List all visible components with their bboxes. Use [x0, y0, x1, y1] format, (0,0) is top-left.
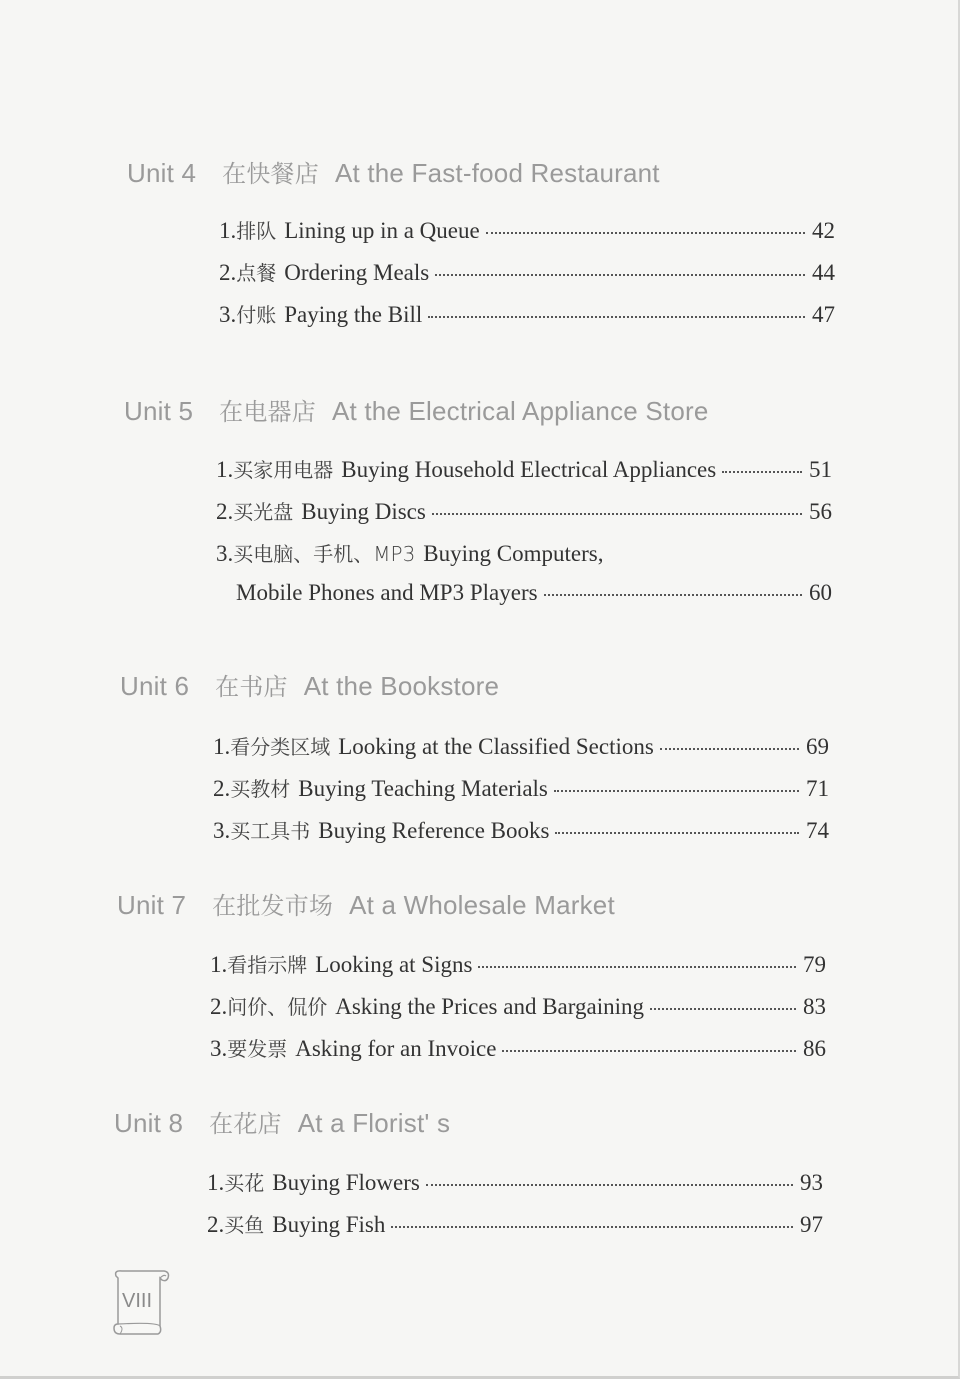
- dot-leader: [432, 513, 802, 515]
- toc-entry[interactable]: 3. 付账 Paying the Bill 47: [219, 302, 835, 327]
- toc-entry[interactable]: 3. 买电脑、手机、MP3 Buying Computers,: [216, 541, 604, 566]
- unit-label: Unit 6: [120, 671, 190, 701]
- unit-title-cn: 在书店: [215, 673, 288, 701]
- dot-leader: [555, 832, 799, 834]
- dot-leader: [435, 274, 805, 276]
- unit-label: Unit 5: [124, 396, 194, 426]
- dot-leader: [502, 1050, 796, 1052]
- unit-8-heading: [114, 1104, 450, 1139]
- page-number: 60: [809, 580, 832, 605]
- unit-title-cn: 在快餐店: [222, 160, 319, 188]
- toc-entry[interactable]: 1. 买花 Buying Flowers 93: [207, 1170, 823, 1195]
- page-number-badge: [110, 1268, 170, 1340]
- toc-entry[interactable]: 1. 看指示牌 Looking at Signs 79: [210, 952, 826, 977]
- unit-title-en: At the Electrical Appliance Store: [331, 396, 709, 426]
- dot-leader: [554, 790, 799, 792]
- page-number: 56: [809, 499, 832, 524]
- unit-5-heading: [124, 392, 709, 427]
- dot-leader: [660, 748, 799, 750]
- toc-entry[interactable]: 2. 买光盘 Buying Discs 56: [216, 499, 832, 524]
- page-number: 86: [803, 1036, 826, 1061]
- dot-leader: [391, 1226, 793, 1228]
- toc-entry-continuation[interactable]: Mobile Phones and MP3 Players 60: [236, 580, 832, 605]
- toc-entry[interactable]: 1. 看分类区域 Looking at the Classified Sections 69: [213, 734, 829, 759]
- toc-entry[interactable]: 2. 点餐 Ordering Meals 44: [219, 260, 835, 285]
- unit-6-heading: [120, 667, 499, 702]
- toc-entry[interactable]: 3. 要发票 Asking for an Invoice 86: [210, 1036, 826, 1061]
- page-number: 93: [800, 1170, 823, 1195]
- page-number: 97: [800, 1212, 823, 1237]
- unit-title-cn: 在批发市场: [212, 892, 334, 920]
- unit-7-heading: [117, 886, 615, 921]
- unit-title-cn: 在电器店: [219, 398, 316, 426]
- toc-entry[interactable]: 2. 问价、侃价 Asking the Prices and Bargaining 83: [210, 994, 826, 1019]
- page-number: 47: [812, 302, 835, 327]
- dot-leader: [426, 1184, 793, 1186]
- dot-leader: [486, 232, 805, 234]
- dot-leader: [478, 966, 796, 968]
- roman-page-number: VIII: [122, 1290, 153, 1312]
- unit-title-en: At the Bookstore: [303, 671, 500, 701]
- page-number: 74: [806, 818, 829, 843]
- toc-entry[interactable]: 2. 买鱼 Buying Fish 97: [207, 1212, 823, 1237]
- dot-leader: [544, 594, 802, 596]
- toc-entry[interactable]: 1. 买家用电器 Buying Household Electrical Appliances 51: [216, 457, 832, 482]
- dot-leader: [650, 1008, 796, 1010]
- page-number: 69: [806, 734, 829, 759]
- dot-leader: [428, 316, 805, 318]
- page-number: 44: [812, 260, 835, 285]
- unit-label: Unit 4: [127, 158, 197, 188]
- page-number: 42: [812, 218, 835, 243]
- page-number: 51: [809, 457, 832, 482]
- unit-label: Unit 7: [117, 890, 187, 920]
- unit-4-heading: [127, 154, 660, 189]
- unit-title-en: At a Florist' s: [297, 1108, 451, 1138]
- unit-label: Unit 8: [114, 1108, 184, 1138]
- dot-leader: [722, 471, 802, 473]
- toc-entry[interactable]: 3. 买工具书 Buying Reference Books 74: [213, 818, 829, 843]
- page-number: 83: [803, 994, 826, 1019]
- toc-entry[interactable]: 2. 买教材 Buying Teaching Materials 71: [213, 776, 829, 801]
- unit-title-cn: 在花店: [209, 1110, 282, 1138]
- unit-title-en: At a Wholesale Market: [349, 890, 615, 920]
- page-number: 79: [803, 952, 826, 977]
- unit-title-en: At the Fast-food Restaurant: [334, 158, 660, 188]
- page-number: 71: [806, 776, 829, 801]
- toc-entry[interactable]: 1. 排队 Lining up in a Queue 42: [219, 218, 835, 243]
